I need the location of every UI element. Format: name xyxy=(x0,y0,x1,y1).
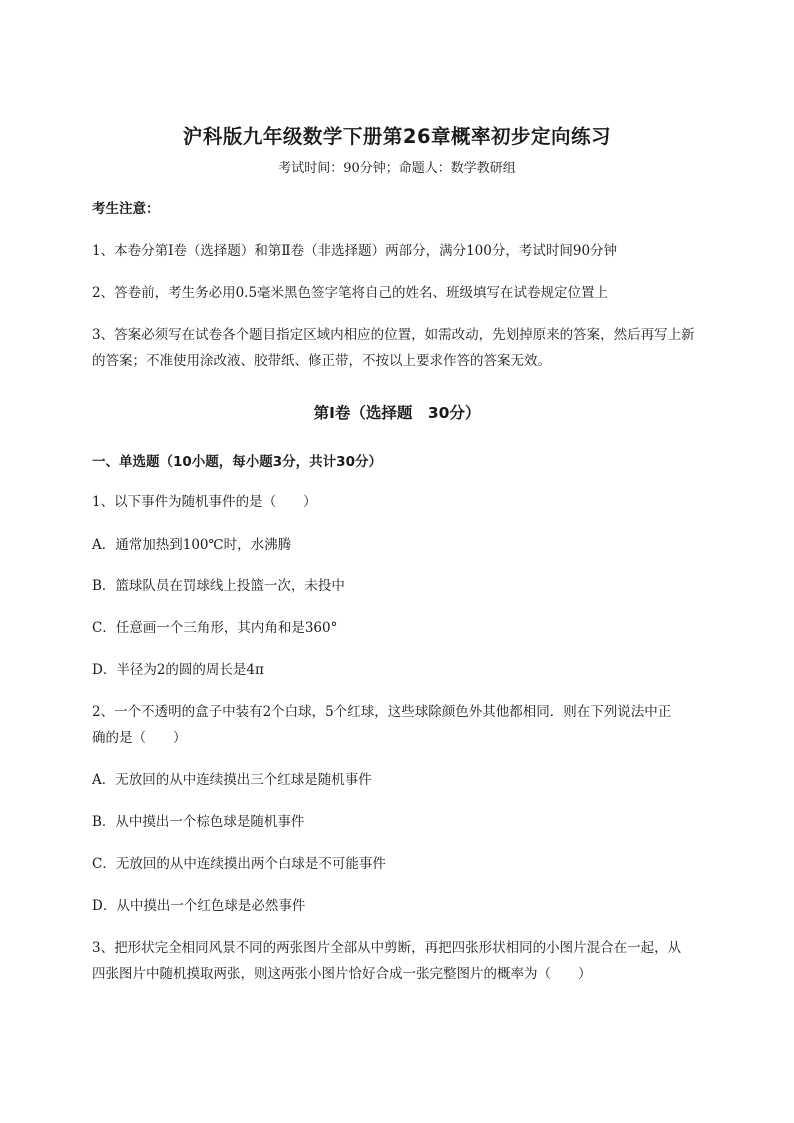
answer-option: D．半径为2的圆的周长是4π xyxy=(92,662,264,678)
answer-option: B．篮球队员在罚球线上投篮一次，未投中 xyxy=(92,578,345,594)
notice-item: 3、答案必须写在试卷各个题目指定区域内相应的位置，如需改动，先划掉原来的答案，然后再写上新 xyxy=(92,327,695,343)
answer-option: A．无放回的从中连续摸出三个红球是随机事件 xyxy=(92,772,372,788)
notice-item: 1、本卷分第I卷（选择题）和第Ⅱ卷（非选择题）两部分，满分100分，考试时间90分钟 xyxy=(92,243,618,259)
question-stem: 1、以下事件为随机事件的是（ ） xyxy=(92,494,317,510)
notice-item: 2、答卷前，考生务必用0.5毫米黑色签字笔将自己的姓名、班级填写在试卷规定位置上 xyxy=(92,285,609,301)
answer-option: A．通常加热到100℃时，水沸腾 xyxy=(92,537,292,553)
section-title: 第I卷（选择题 30分） xyxy=(313,404,481,422)
page-title: 沪科版九年级数学下册第26章概率初步定向练习 xyxy=(182,125,612,148)
notice-item: 的答案；不准使用涂改液、胶带纸、修正带，不按以上要求作答的答案无效。 xyxy=(92,353,551,369)
notice-heading: 考生注意： xyxy=(92,201,160,217)
question-stem: 四张图片中随机摸取两张，则这两张小图片恰好合成一张完整图片的概率为（ ） xyxy=(92,966,592,982)
question-stem: 确的是（ ） xyxy=(92,730,187,746)
exam-info: 考试时间：90分钟；命题人：数学教研组 xyxy=(278,161,516,176)
answer-option: B．从中摸出一个棕色球是随机事件 xyxy=(92,814,305,830)
part-heading: 一、单选题（10小题，每小题3分，共计30分） xyxy=(92,454,382,470)
question-stem: 2、一个不透明的盒子中装有2个白球，5个红球，这些球除颜色外其他都相同．则在下列说法中正 xyxy=(92,704,672,720)
answer-option: D．从中摸出一个红色球是必然事件 xyxy=(92,898,306,914)
answer-option: C．无放回的从中连续摸出两个白球是不可能事件 xyxy=(92,856,386,872)
question-stem: 3、把形状完全相同风景不同的两张图片全部从中剪断，再把四张形状相同的小图片混合在一起，从 xyxy=(92,940,682,956)
answer-option: C．任意画一个三角形，其内角和是360° xyxy=(92,620,338,636)
